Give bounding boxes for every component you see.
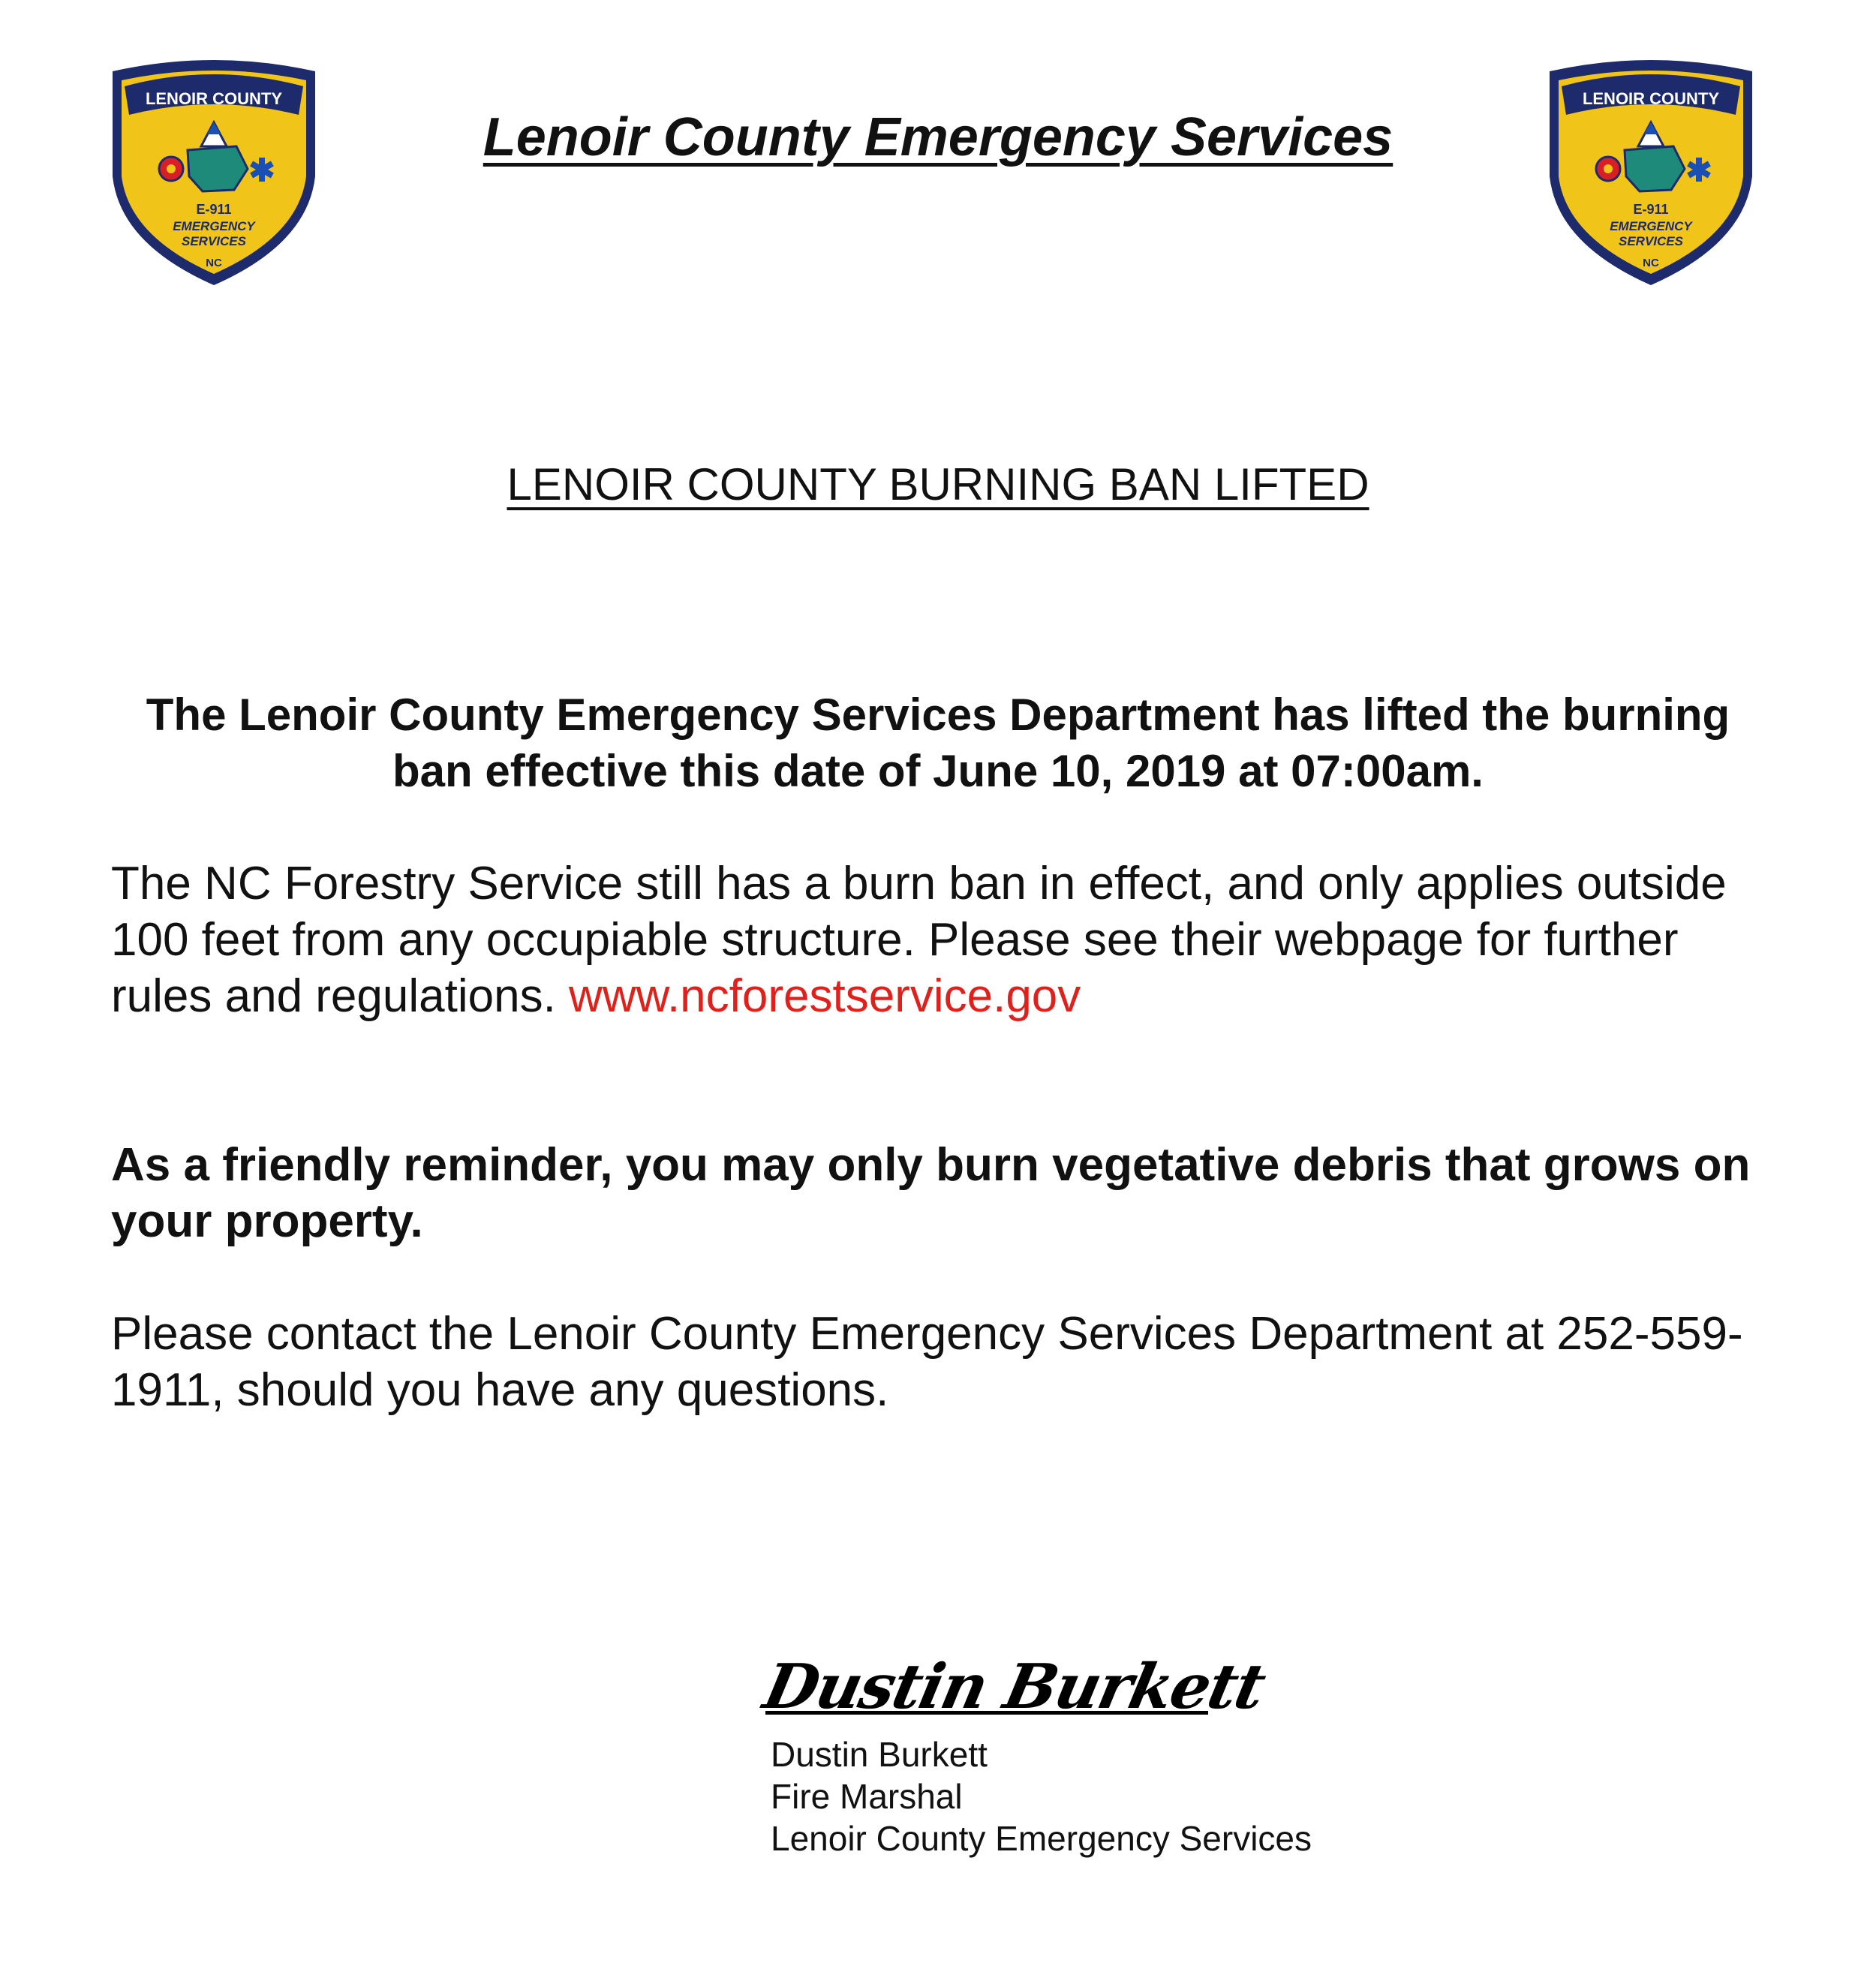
badge-line1: E-911 <box>1633 202 1669 217</box>
forestry-text: The NC Forestry Service still has a burn ban in effect, and only applies outside 100 feet from any occupiable structure. Please see their webpage for further rules and regulations. <box>111 858 1727 1022</box>
badge-line3: SERVICES <box>1619 234 1683 248</box>
lenoir-county-badge-left <box>105 56 323 289</box>
org-title: Lenoir County Emergency Services <box>483 107 1393 167</box>
badge-top-text: LENOIR COUNTY <box>1582 89 1720 108</box>
signer-organization: Lenoir County Emergency Services <box>771 1819 1312 1858</box>
lenoir-county-badge-right <box>1542 56 1760 289</box>
forestry-website-link[interactable]: www.ncforestservice.gov <box>569 970 1081 1022</box>
badge-line1: E-911 <box>196 202 232 217</box>
badge-top-text: LENOIR COUNTY <box>145 89 283 108</box>
handwritten-signature: Dustin Burkett <box>757 1651 1271 1723</box>
notice-title: LENOIR COUNTY BURNING BAN LIFTED <box>507 459 1369 510</box>
badge-line2: EMERGENCY <box>173 219 255 233</box>
forestry-paragraph <box>111 855 1784 1024</box>
signature-line <box>765 1711 1208 1715</box>
badge-line3: SERVICES <box>182 234 246 248</box>
badge-state: NC <box>206 257 222 269</box>
reminder-paragraph: As a friendly reminder, you may only burn vegetative debris that grows on your property. <box>111 1139 1751 1247</box>
contact-paragraph: Please contact the Lenoir County Emergency Services Department at 252-559-1911, should you have any questions. <box>111 1308 1743 1416</box>
announcement-paragraph: The Lenoir County Emergency Services Department has lifted the burning ban effective this date of June 10, 2019 at 07:00am. <box>146 690 1730 796</box>
signer-name: Dustin Burkett <box>771 1735 988 1774</box>
signer-role: Fire Marshal <box>771 1777 963 1816</box>
badge-line2: EMERGENCY <box>1610 219 1692 233</box>
badge-state: NC <box>1643 257 1659 269</box>
